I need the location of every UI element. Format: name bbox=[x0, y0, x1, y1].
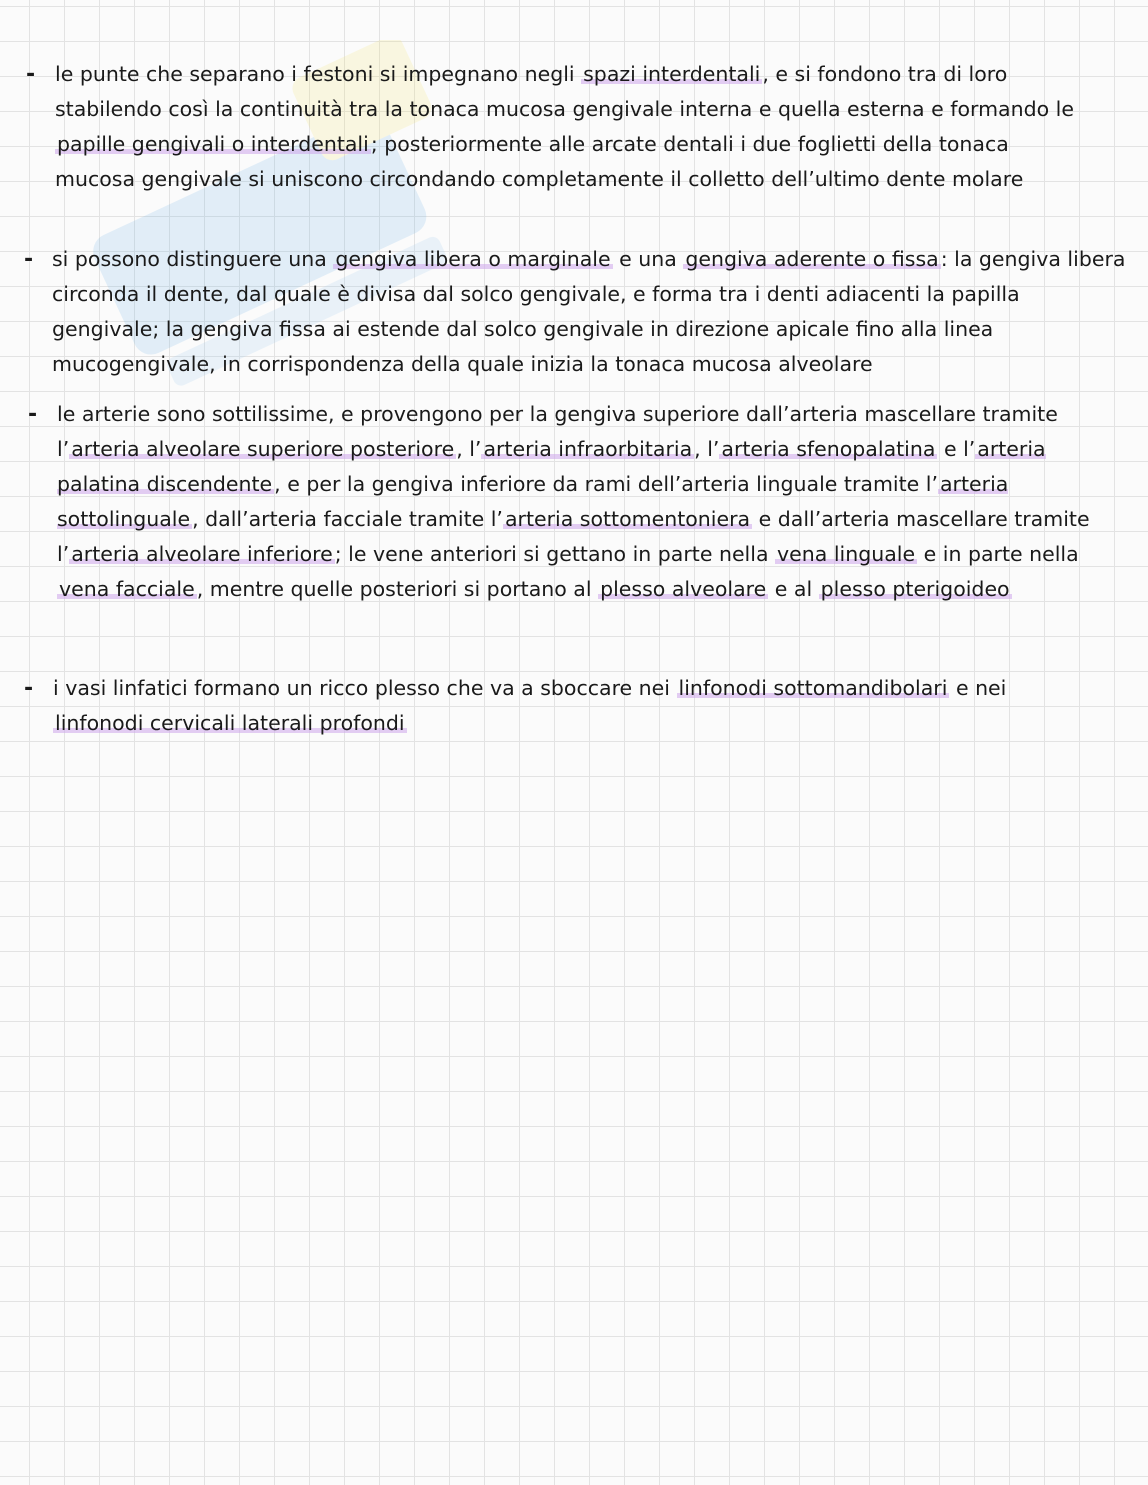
highlighted-term: plesso alveolare bbox=[600, 577, 767, 601]
highlighted-term: linfonodi sottomandibolari bbox=[678, 676, 948, 700]
highlighted-term: gengiva aderente o fissa bbox=[685, 247, 939, 271]
highlighted-term: arteria alveolare inferiore bbox=[71, 542, 333, 566]
highlighted-term: arteria infraorbitaria bbox=[483, 437, 693, 461]
note-text: le punte che separano i festoni si impegnano negli bbox=[55, 62, 582, 86]
list-item-text bbox=[55, 57, 1095, 197]
note-text: i vasi linfatici formano un ricco plesso che va a sboccare nei bbox=[53, 676, 677, 700]
note-text: e nei bbox=[949, 676, 1007, 700]
note-text: e dall’arteria mascellare tramite l’ bbox=[57, 507, 1090, 566]
note-text: e al bbox=[768, 577, 819, 601]
note-text: e una bbox=[612, 247, 684, 271]
highlighted-term: arteria palatina discendente bbox=[57, 437, 1046, 496]
note-text: si possono distinguere una bbox=[52, 247, 334, 271]
highlighted-term: arteria sfenopalatina bbox=[721, 437, 936, 461]
bullet-dash: - bbox=[26, 62, 36, 87]
list-item-text bbox=[57, 397, 1117, 607]
note-text: ; le vene anteriori si gettano in parte nella bbox=[334, 542, 776, 566]
highlighted-term: arteria sottomentoniera bbox=[504, 507, 751, 531]
note-text: e l’ bbox=[937, 437, 976, 461]
note-text: le arterie sono sottilissime, e provengono per la gengiva superiore dall’arteria mascellare tramite l’ bbox=[57, 402, 1058, 461]
highlighted-term: spazi interdentali bbox=[583, 62, 761, 86]
note-text: , l’ bbox=[456, 437, 482, 461]
highlighted-term: arteria sottolinguale bbox=[57, 472, 1009, 531]
note-text: ; posteriormente alle arcate dentali i due foglietti della tonaca mucosa gengivale si uniscono circondando completamente il colletto dell’ultimo dente molare bbox=[55, 132, 1024, 191]
bullet-dash: - bbox=[28, 402, 38, 427]
highlighted-term: vena linguale bbox=[777, 542, 916, 566]
note-text: : la gengiva libera circonda il dente, dal quale è divisa dal solco gengivale, e forma tra i denti adiacenti la papilla gengivale; la gengiva fissa ai estende dal solco gengivale in direzione apicale fino alla linea mucogengivale, in corrispondenza della quale inizia la tonaca mucosa alveolare bbox=[52, 247, 1126, 376]
list-item-text bbox=[53, 671, 1093, 741]
highlighted-term: arteria alveolare superiore posteriore bbox=[71, 437, 455, 461]
note-text: , e per la gengiva inferiore da rami dell’arteria linguale tramite l’ bbox=[274, 472, 938, 496]
list-item-text bbox=[52, 242, 1127, 382]
bullet-dash: - bbox=[24, 247, 34, 272]
note-text: , l’ bbox=[694, 437, 720, 461]
highlighted-term: gengiva libera o marginale bbox=[335, 247, 611, 271]
highlighted-term: papille gengivali o interdentali bbox=[57, 132, 369, 156]
note-text: e in parte nella bbox=[917, 542, 1079, 566]
note-text: , dall’arteria facciale tramite l’ bbox=[192, 507, 503, 531]
note-text: , e si fondono tra di loro stabilendo così la continuità tra la tonaca mucosa gengivale interna e quella esterna e formando le bbox=[55, 62, 1074, 121]
bullet-dash: - bbox=[24, 676, 34, 701]
highlighted-term: linfonodi cervicali laterali profondi bbox=[55, 711, 405, 735]
highlighted-term: plesso pterigoideo bbox=[820, 577, 1010, 601]
note-text: , mentre quelle posteriori si portano al bbox=[196, 577, 599, 601]
highlighted-term: vena facciale bbox=[59, 577, 195, 601]
